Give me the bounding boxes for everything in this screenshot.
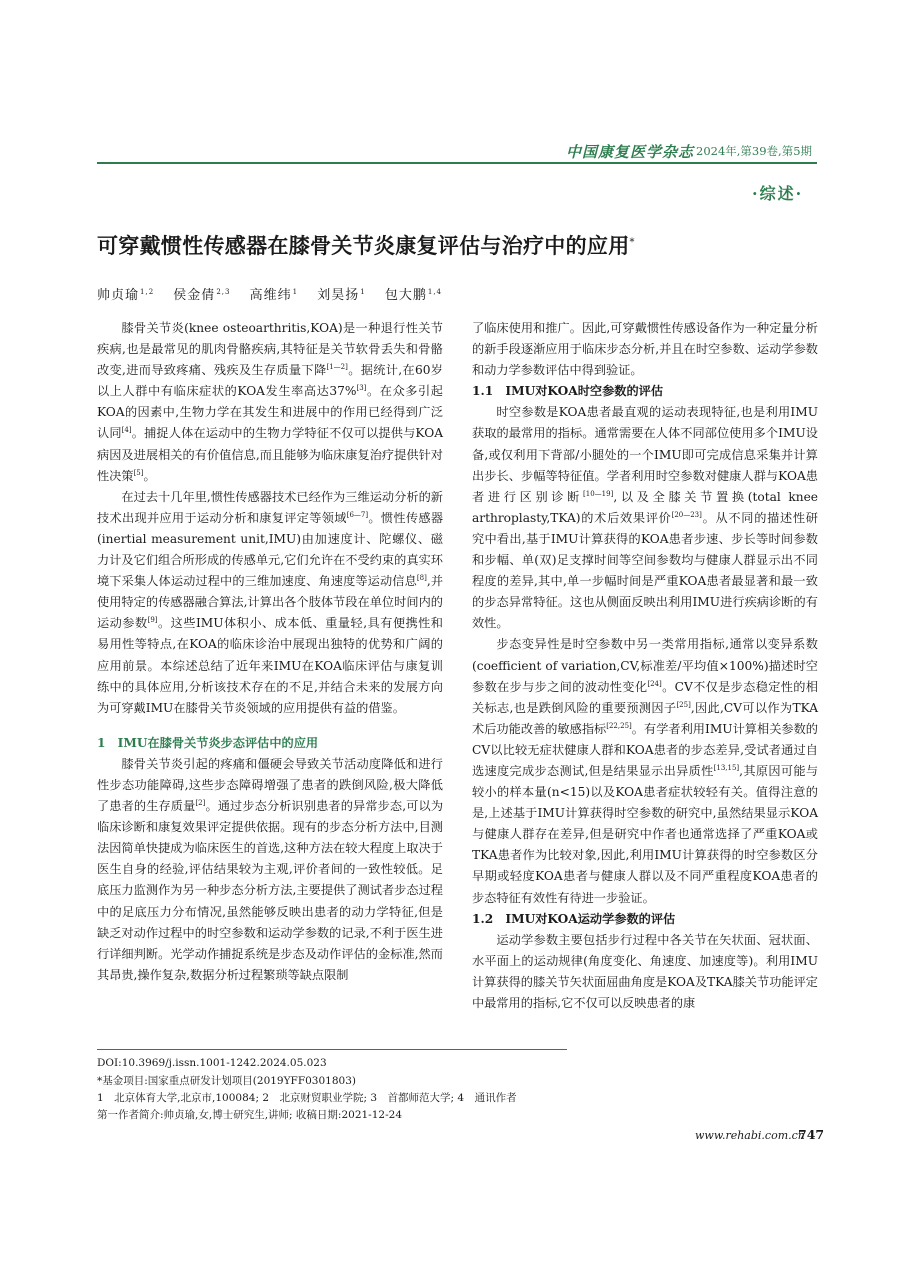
paragraph: 步态变异性是时空参数中另一类常用指标,通常以变异系数(coefficient of variation,CV,标准差/平均值×100%)描述时空参数在步与步之间的波动性变化[24]。CV不仅是步态稳定性的相关标志,也是跌倒风险的重要预测因子[25],因此,CV可以作为TKA术后功能改善的敏感指标[22,25]。有学者利用IMU计算相关参数的CV以比较无症状健康人群和KOA患者的步态差异,受试者通过自选速度完成步态测试,但是结果显示出异质性[13,15],其原因可能与较小的样本量(n<15)以及KOA患者症状较轻有关。值得注意的是,上述基于IMU计算获得时空参数的研究中,虽然结果显示KOA与健康人群存在差异,但是研究中作者也通常选择了严重KOA或TKA患者作为比较对象,因此,利用IMU计算获得的时空参数区分早期或轻度KOA患者与健康人群以及不同严重程度KOA患者的步态特征有效性有待进一步验证。: [472, 637, 819, 905]
first-author-note: 第一作者简介:帅贞瑜,女,博士研究生,讲师; 收稿日期:2021-12-24: [97, 1109, 403, 1121]
author: 侯金倩$^{2,3}$: [173, 287, 231, 303]
title-fund-mark: *: [629, 237, 635, 248]
right-column: [472, 318, 818, 1014]
author: 高维纬$^1$: [249, 287, 299, 303]
subsection-heading: 1.1 IMU对KOA时空参数的评估: [472, 384, 664, 399]
paragraph: 在过去十几年里,惯性传感器技术已经作为三维运动分析的新技术出现并应用于运动分析和康复评定等领域[6—7]。惯性传感器(inertial measurement unit,IMU)由加速度计、陀螺仪、磁力计及它们组合所形成的传感单元,它们允许在不受约束的真实环境下采集人体运动过程中的三维加速度、角速度等运动信息[8],并使用特定的传感器融合算法,计算出各个肢体节段在单位时间内的运动参数[9]。这些IMU体积小、成本低、重量轻,具有便携性和易用性等特点,在KOA的临床诊治中展现出独特的优势和广阔的应用前景。本综述总结了近年来IMU在KOA临床评估与康复训练中的具体应用,分析该技术存在的不足,并结合未来的发展方向为可穿戴IMU在膝骨关节炎领域的应用提供有益的借鉴。: [97, 489, 444, 715]
subsection-heading: 1.2 IMU对KOA运动学参数的评估: [472, 911, 676, 926]
author-list: [97, 284, 456, 303]
journal-url: www.rehabi.com.cn: [695, 1129, 805, 1142]
issue-info: 2024年,第39卷,第5期: [696, 144, 813, 158]
affiliations: 1 北京体育大学,北京市,100084; 2 北京财贸职业学院; 3 首都师范大学; 4 通讯作者: [97, 1092, 517, 1104]
footnote-rule: [97, 1049, 567, 1050]
section-heading: 1 IMU在膝骨关节炎步态评估中的应用: [97, 735, 319, 750]
paragraph: 膝骨关节炎引起的疼痛和僵硬会导致关节活动度降低和进行性步态功能障碍,这些步态障碍增强了患者的跌倒风险,极大降低了患者的生存质量[2]。通过步态分析识别患者的异常步态,可以为临床诊断和康复效果评定提供依据。现有的步态分析方法中,目测法因简单快捷成为临床医生的首选,这种方法在较大程度上取决于医生自身的经验,评估结果较为主观,评价者间的一致性较低。足底压力监测作为另一种步态分析方法,主要提供了测试者步态过程中的足底压力分布情况,虽然能够反映出患者的动力学特征,但是缺乏对动作过程中的时空参数和运动学参数的记录,不利于医生进行详细判断。光学动作捕捉系统是步态及动作评估的金标准,然而其昂贵,操作复杂,数据分析过程繁琐等缺点限制: [97, 756, 444, 982]
title-text: 可穿戴惯性传感器在膝骨关节炎康复评估与治疗中的应用: [97, 233, 630, 258]
paragraph: 运动学参数主要包括步行过程中各关节在矢状面、冠状面、水平面上的运动规律(角度变化、角速度、加速度等)。利用IMU计算获得的膝关节矢状面屈曲角度是KOA及TKA膝关节功能评定中最常用的指标,它不仅可以反映患者的康: [472, 932, 818, 1010]
paragraph: 时空参数是KOA患者最直观的运动表现特征,也是利用IMU获取的最常用的指标。通常需要在人体不同部位使用多个IMU设备,或仅利用下背部/小腿处的一个IMU即可完成信息采集并计算出步长、步幅等特征值。学者利用时空参数对健康人群与KOA患者进行区别诊断[10—19],以及全膝关节置换(total knee arthroplasty,TKA)的术后效果评价[20—23]。从不同的描述性研究中看出,基于IMU计算获得的KOA患者步速、步长等时间参数和步幅、单(双)足支撑时间等空间参数均与健康人群显示出不同程度的差异,其中,单一步幅时间是严重KOA患者最显著和最一致的步态异常特征。这也从侧面反映出利用IMU进行疾病诊断的有效性。: [472, 405, 818, 631]
journal-name: 中国康复医学杂志: [566, 143, 695, 161]
header-rule: [97, 162, 817, 164]
paragraph: 了临床使用和推广。因此,可穿戴惯性传感设备作为一种定量分析的新手段逐渐应用于临床步态分析,并且在时空参数、运动学参数和动力学参数评估中得到验证。: [472, 321, 818, 378]
fund-note: *基金项目:国家重点研发计划项目(2019YFF0301803): [97, 1075, 356, 1087]
author: 帅贞瑜$^{1,2}$: [97, 287, 155, 303]
section-tag: ·综述·: [752, 184, 804, 203]
left-column: [97, 318, 443, 986]
article-title: [97, 230, 817, 260]
doi: DOI:10.3969/j.issn.1001-1242.2024.05.023: [97, 1057, 327, 1069]
page-number: 747: [798, 1127, 825, 1142]
author: 包大鹏$^{1,4}$: [384, 287, 442, 303]
paragraph: 膝骨关节炎(knee osteoarthritis,KOA)是一种退行性关节疾病,也是最常见的肌肉骨骼疾病,其特征是关节软骨丢失和骨骼改变,进而导致疼痛、残疾及生存质量下降[1—2]。据统计,在60岁以上人群中有临床症状的KOA发生率高达37%[3]。在众多引起KOA的因素中,生物力学在其发生和进展中的作用已经得到广泛认同[4]。捕捉人体在运动中的生物力学特征不仅可以提供与KOA病因及进展相关的有价值信息,而且能够为临床康复治疗提供针对性决策[5]。: [97, 321, 443, 483]
author: 刘昊扬$^1$: [317, 287, 366, 303]
